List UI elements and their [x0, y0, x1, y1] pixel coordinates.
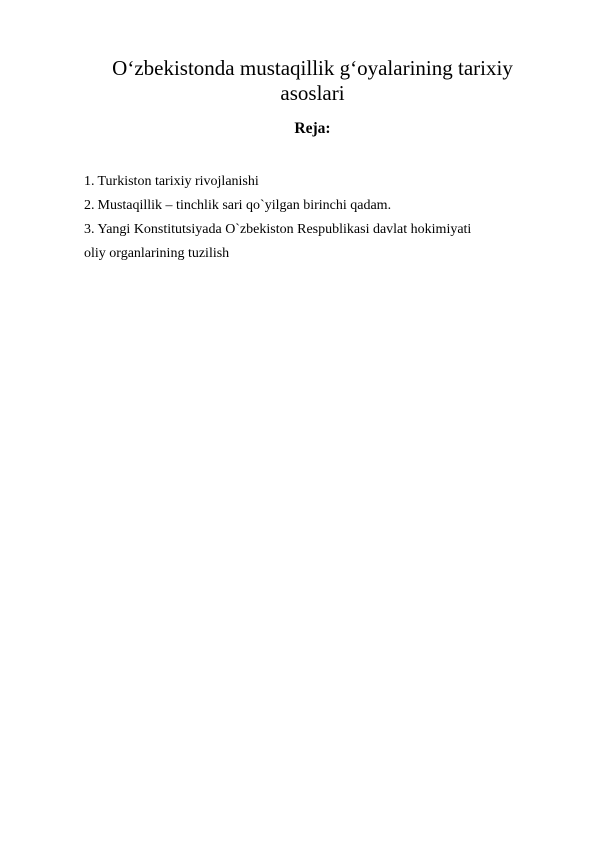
plan-item-3: [84, 218, 524, 242]
plan-item-number: 1.: [84, 174, 95, 189]
plan-item-number: 3.: [84, 222, 95, 237]
document-title: [80, 56, 545, 106]
plan-list: [84, 170, 524, 266]
plan-heading: Reja:: [294, 120, 331, 137]
plan-item-1: [84, 170, 524, 194]
title-line-2: asoslari: [280, 81, 345, 105]
plan-item-text: Mustaqillik – tinchlik sari qo`yilgan birinchi qadam.: [97, 198, 392, 213]
plan-item-text: Turkiston tarixiy rivojlanishi: [97, 174, 259, 189]
plan-item-number: 2.: [84, 198, 95, 213]
plan-item-continuation-text: oliy organlarining tuzilish: [84, 246, 230, 261]
plan-item-2: [84, 194, 524, 218]
plan-item-3-continuation: [84, 242, 524, 266]
title-line-1: O‘zbekistonda mustaqillik g‘oyalarining tarixiy: [112, 56, 513, 80]
plan-item-text: Yangi Konstitutsiyada O`zbekiston Respublikasi davlat hokimiyati: [97, 222, 472, 237]
